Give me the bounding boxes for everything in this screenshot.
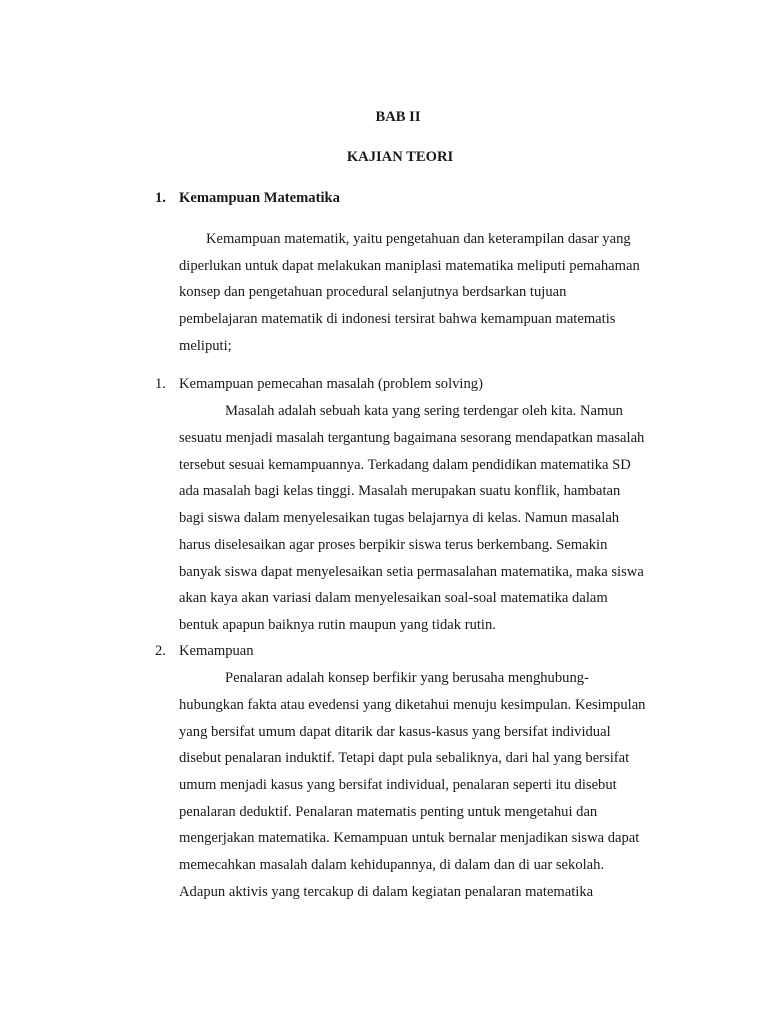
intro-line: Kemampuan matematik, yaitu pengetahuan dan keterampilan dasar yang (206, 231, 631, 247)
item-line: harus diselesaikan agar proses berpikir siswa terus berkembang. Semakin (179, 537, 608, 553)
section-title: Kemampuan Matematika (179, 190, 340, 206)
item-line: hubungkan fakta atau evedensi yang diketahui menuju kesimpulan. Kesimpulan (179, 697, 646, 713)
intro-line: konsep dan pengetahuan procedural selanjutnya berdsarkan tujuan (179, 284, 567, 300)
chapter-title: KAJIAN TEORI (346, 149, 454, 165)
item-line: sesuatu menjadi masalah tergantung bagaimana sesorang mendapatkan masalah (179, 430, 645, 446)
item-line: memecahkan masalah dalam kehidupannya, di dalam dan di uar sekolah. (179, 857, 605, 873)
item-line: penalaran deduktif. Penalaran matematis penting untuk mengetahui dan (179, 804, 598, 820)
item-line: akan kaya akan variasi dalam menyelesaikan soal-soal matematika dalam (179, 590, 608, 606)
item-line: Penalaran adalah konsep berfikir yang berusaha menghubung- (225, 670, 589, 686)
item-line: umum menjadi kasus yang bersifat individual, penalaran seperti itu disebut (179, 777, 617, 793)
intro-line: meliputi; (179, 338, 232, 354)
item-line: banyak siswa dapat menyelesaikan setia permasalahan matematika, maka siswa (179, 564, 644, 580)
item-line: bentuk apapun baiknya rutin maupun yang tidak rutin. (179, 617, 496, 633)
item-line: mengerjakan matematika. Kemampuan untuk bernalar menjadikan siswa dapat (179, 830, 640, 846)
section-number: 1. (155, 190, 166, 206)
item-line: bagi siswa dalam menyelesaikan tugas belajarnya di kelas. Namun masalah (179, 510, 620, 526)
item-title: Kemampuan pemecahan masalah (problem solving) (179, 376, 483, 392)
item-line: disebut penalaran induktif. Tetapi dapt pula sebaliknya, dari hal yang bersifat (179, 750, 630, 766)
item-line: ada masalah bagi kelas tinggi. Masalah merupakan suatu konflik, hambatan (179, 483, 621, 499)
chapter-label: BAB II (375, 109, 421, 125)
intro-line: diperlukan untuk dapat melakukan maniplasi matematika meliputi pemahaman (179, 258, 640, 274)
intro-line: pembelajaran matematik di indonesi tersirat bahwa kemampuan matematis (179, 311, 616, 327)
section-heading (155, 190, 340, 207)
item-line: tersebut sesuai kemampuannya. Terkadang dalam pendidikan matematika SD (179, 457, 631, 473)
item-line: Adapun aktivis yang tercakup di dalam kegiatan penalaran matematika (179, 884, 594, 900)
item-number: 1. (155, 376, 166, 392)
item-line: yang bersifat umum dapat ditarik dar kasus-kasus yang bersifat individual (179, 724, 611, 740)
item-line: Masalah adalah sebuah kata yang sering terdengar oleh kita. Namun (225, 403, 623, 419)
item-title: Kemampuan (179, 643, 254, 659)
item-number: 2. (155, 643, 166, 659)
